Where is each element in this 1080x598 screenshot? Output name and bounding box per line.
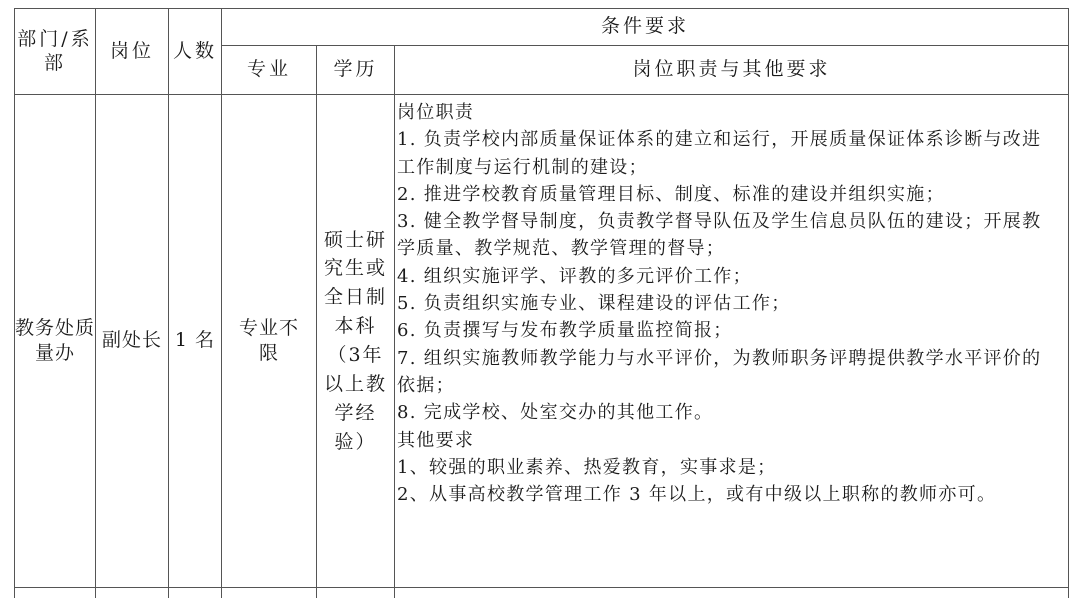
duty-item: 4. 组织实施评学、评教的多元评价工作；	[397, 263, 1060, 290]
duty-item: 2. 推进学校教育质量管理目标、制度、标准的建设并组织实施；	[397, 181, 1060, 208]
table-row	[15, 95, 1069, 588]
cell-major: 专业不限	[222, 95, 317, 588]
cell-duties	[395, 95, 1069, 588]
duties-title: 岗位职责	[397, 99, 1060, 126]
header-department: 部门/系部	[15, 9, 96, 95]
header-count: 人数	[169, 9, 222, 95]
header-education: 学历	[317, 46, 395, 95]
job-requirements-table	[14, 8, 1069, 598]
other-item: 2、从事高校教学管理工作 3 年以上，或有中级以上职称的教师亦可。	[397, 481, 1060, 508]
header-duties-other: 岗位职责与其他要求	[395, 46, 1069, 95]
header-position: 岗位	[96, 9, 169, 95]
duty-item: 8. 完成学校、处室交办的其他工作。	[397, 399, 1060, 426]
table-row-partial	[15, 588, 1069, 598]
duty-item: 7. 组织实施教师教学能力与水平评价，为教师职务评聘提供教学水平评价的依据；	[397, 345, 1060, 400]
duty-item: 3. 健全教学督导制度，负责教学督导队伍及学生信息员队伍的建设；开展教学质量、教学规范、教学管理的督导；	[397, 208, 1060, 263]
cell-education: 硕士研究生或全日制本科（3年以上教学经验）	[317, 95, 395, 588]
header-row-top	[15, 9, 1069, 46]
other-item: 1、较强的职业素养、热爱教育，实事求是；	[397, 454, 1060, 481]
duty-item: 5. 负责组织实施专业、课程建设的评估工作；	[397, 290, 1060, 317]
cell-count: 1 名	[169, 95, 222, 588]
duty-item: 6. 负责撰写与发布教学质量监控简报；	[397, 317, 1060, 344]
other-title: 其他要求	[397, 427, 1060, 454]
cell-department: 教务处质量办	[15, 95, 96, 588]
header-major: 专业	[222, 46, 317, 95]
cell-position: 副处长	[96, 95, 169, 588]
duty-item: 1. 负责学校内部质量保证体系的建立和运行，开展质量保证体系诊断与改进工作制度与运行机制的建设；	[397, 126, 1060, 181]
header-conditions: 条件要求	[222, 9, 1069, 46]
